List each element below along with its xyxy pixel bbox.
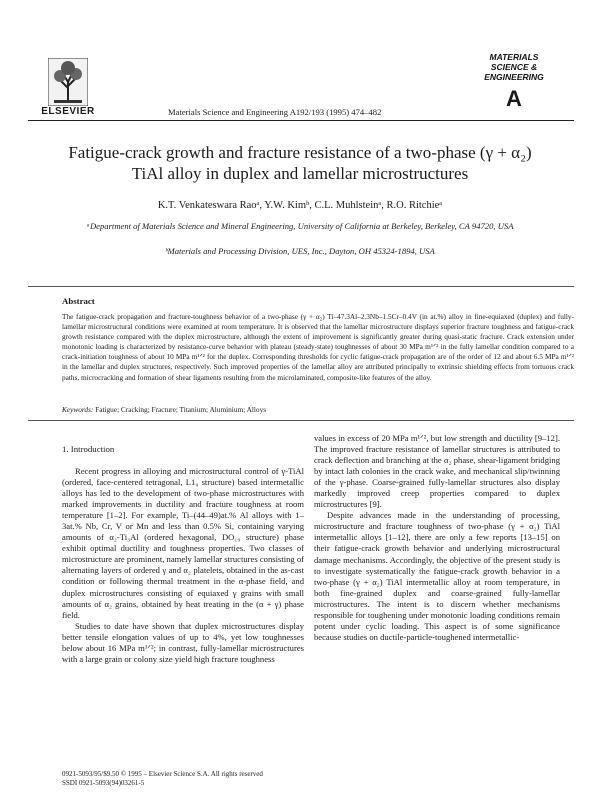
abstract-heading: Abstract [62,296,95,306]
keywords-label: Keywords: [62,405,94,414]
right-column [314,433,560,643]
paragraph: Studies to date have shown that duplex microstructures display better tensile elongation values of up to 4%, yet low toughnesses below about 16 MPa m¹ᐟ²; in contrast, fully-lamellar microstructures with a large grain or colony size yield high fracture toughness [62,620,304,664]
title-line: TiAl alloy in duplex and lamellar microstructures [131,164,469,183]
journal-section-letter: A [506,86,522,111]
elsevier-logo [26,58,136,120]
paragraph: Recent progress in alloying and microstructural control of γ-TiAl (ordered, face-centered tetragonal, L1₀ structure) based intermetallic alloys has led to the development of two-phase microstructures with marked improvements in ductility and fracture toughness at room temperature [1–2]. For example, Ti–(44–49)at.% Al alloys with 1–3at.% Nb, Cr, V or Mn and less than 0.5% Si, containing varying amounts of α₂-Ti₃Al (ordered hexagonal, DO₁₉ structure) phase exhibit optimal ductility and toughness properties. Two classes of microstructure are prominent, namely lamellar structures consisting of alternating layers of ordered γ and α₂ platelets, obtained in the as-cast condition or following thermal treatment in the α-phase field, and duplex microstructures consisting of equiaxed γ grains with small amounts of α₂ grains, obtained by heat treating in the (α + γ) phase field. [62,466,304,620]
ssdi-line: SSDI 0921-5093(94)03261-5 [62,779,145,787]
header-divider [28,120,574,121]
affiliation-b: ᵇMaterials and Processing Division, UES, Inc., Dayton, OH 45324-1894, USA [165,246,435,256]
section-heading: 1. Introduction [62,444,115,454]
paragraph: Despite advances made in the understanding of processing, microstructure and fracture toughness of two-phase (γ + α₂) TiAl intermetallic alloys [1–12], there are only a few reports [13–15] on their fatigue-crack growth behavior and underlying microstructural damage mechanisms. Accordingly, the objective of the present study is to investigate systematically the fatigue-crack growth behavior in a two-phase (γ + α₂) TiAl intermetallic alloy at room temperature, in both fine-grained duplex and coarse-grained fully-lamellar microstructures. The intent is to discern whether mechanisms responsible for toughening under monotonic loading conditions remain potent under cyclic loading. This aspect is of some significance because studies on ductile-particle-toughened intermetallic- [314,510,560,642]
abstract-text: The fatigue-crack propagation and fracture-toughness behavior of a two-phase (γ + α₂) Ti–47.3Al–2.3Nb–1.5Cr–0.4V (in at.%) alloy in fine-equiaxed (duplex) and fully-lamellar microstructural conditions were examined at room temperature. It is observed that the lamellar microstructure displays superior fracture toughness and fatigue-crack growth resistance compared with the duplex microstructure, although the extent of improvement is significantly greater during quasi-static fracture. Crack extension under monotonic loading is characterized by resistance-curve behavior with plateau (steady-state) toughnesses of about 30 MPa m¹ᐟ² in the fully lamellar condition compared to a crack-initiation toughness of about 10 MPa m¹ᐟ² for the duplex. Corresponding thresholds for cyclic fatigue-crack propagation are of the order of 12 and about 6.5 MPa m¹ᐟ² in the lamellar and duplex structures, respectively. Such improved properties of the lamellar alloy are attributed principally to extrinsic shielding effects from tortuous crack paths, microcracking and formation of shear ligaments resulting from the microlaminated, composite-like features of the alloy. [62,312,574,382]
journal-badge [470,52,558,114]
journal-reference: Materials Science and Engineering A192/193 (1995) 474–482 [168,107,382,117]
abstract-divider [28,286,574,287]
copyright-footer [62,770,263,788]
keywords-list: Fatigue; Cracking; Fracture; Titanium; Aluminium; Alloys [95,405,267,414]
elsevier-tree-icon [48,58,88,106]
paragraph: values in excess of 20 MPa m¹ᐟ², but low strength and ductility [9–12]. The improved fracture resistance of lamellar structures is attributed to crack deflection and branching at the α₂ phase, shear-ligament bridging by intact lath colonies in the crack wake, and mechanical slip/twinning of the γ-phase. Coarse-grained fully-lamellar structures also display markedly improved creep properties compared to duplex microstructures [9]. [314,433,560,510]
copyright-line: 0921-5093/95/$9.50 © 1995 – Elsevier Science S.A. All rights reserved [62,770,263,778]
keywords [62,405,266,414]
body-divider [28,420,574,421]
article-title [40,142,560,184]
badge-line: MATERIALS [489,52,539,62]
title-line: Fatigue-crack growth and fracture resistance of a two-phase (γ + α₂) [68,143,532,162]
journal-badge-text [470,52,558,82]
badge-line: ENGINEERING [484,72,544,82]
left-column [62,466,304,665]
author-list: K.T. Venkateswara Raoᵃ, Y.W. Kimᵇ, C.L. Muhlsteinᵃ, R.O. Ritchieᵃ [157,200,443,211]
affiliation-a: ᵃDepartment of Materials Science and Mineral Engineering, University of California at Berkeley, Berkeley, CA 94720, USA [86,221,514,231]
badge-line: SCIENCE & [490,62,538,72]
publisher-name: ELSEVIER [41,106,95,117]
